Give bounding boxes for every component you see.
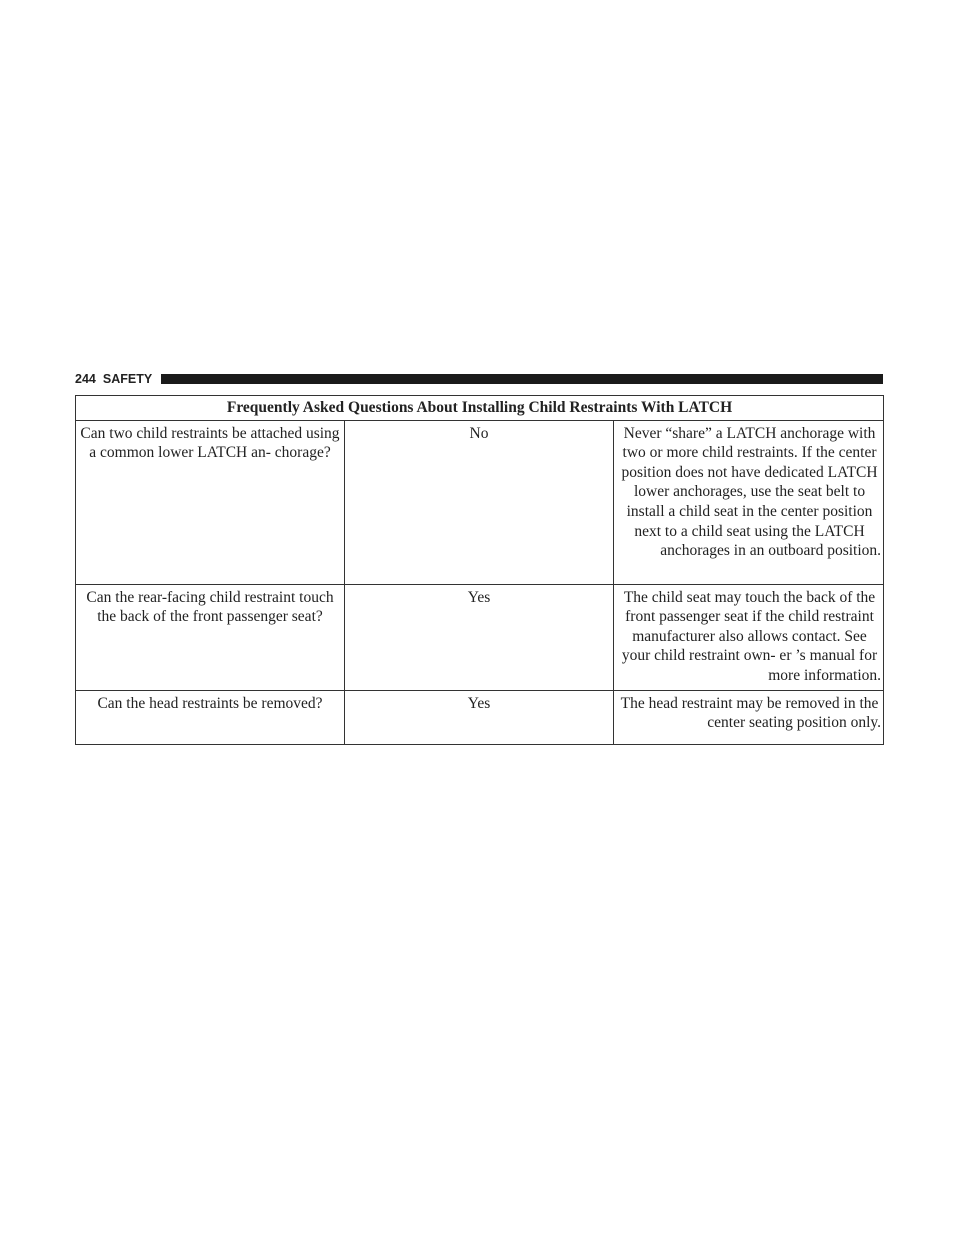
detail-cell: Never “share” a LATCH anchorage with two or more child restraints. If the center position does not have dedicated LATCH lower anchorages, use the seat belt to install a child seat in the center position next to a child seat using the LATCH anchorages in an outboard position. [614, 420, 884, 584]
answer-cell: Yes [345, 690, 614, 744]
table-title: Frequently Asked Questions About Installing Child Restraints With LATCH [76, 396, 884, 421]
question-cell: Can the head restraints be removed? [76, 690, 345, 744]
detail-cell: The head restraint may be removed in the center seating position only. [614, 690, 884, 744]
answer-cell: Yes [345, 584, 614, 690]
question-cell: Can two child restraints be attached using a common lower LATCH an- chorage? [76, 420, 345, 584]
header-rule [161, 374, 883, 384]
table-header-row [76, 396, 884, 421]
table-row [76, 420, 884, 584]
table-row [76, 690, 884, 744]
faq-table [75, 395, 884, 745]
page-header [75, 371, 883, 387]
detail-cell: The child seat may touch the back of the front passenger seat if the child restraint manufacturer also allows contact. See your child restraint own- er ’s manual for more information. [614, 584, 884, 690]
page-number: 244 [75, 372, 96, 386]
section-title: SAFETY [102, 372, 153, 386]
question-cell: Can the rear-facing child restraint touch the back of the front passenger seat? [76, 584, 345, 690]
table-row [76, 584, 884, 690]
answer-cell: No [345, 420, 614, 584]
